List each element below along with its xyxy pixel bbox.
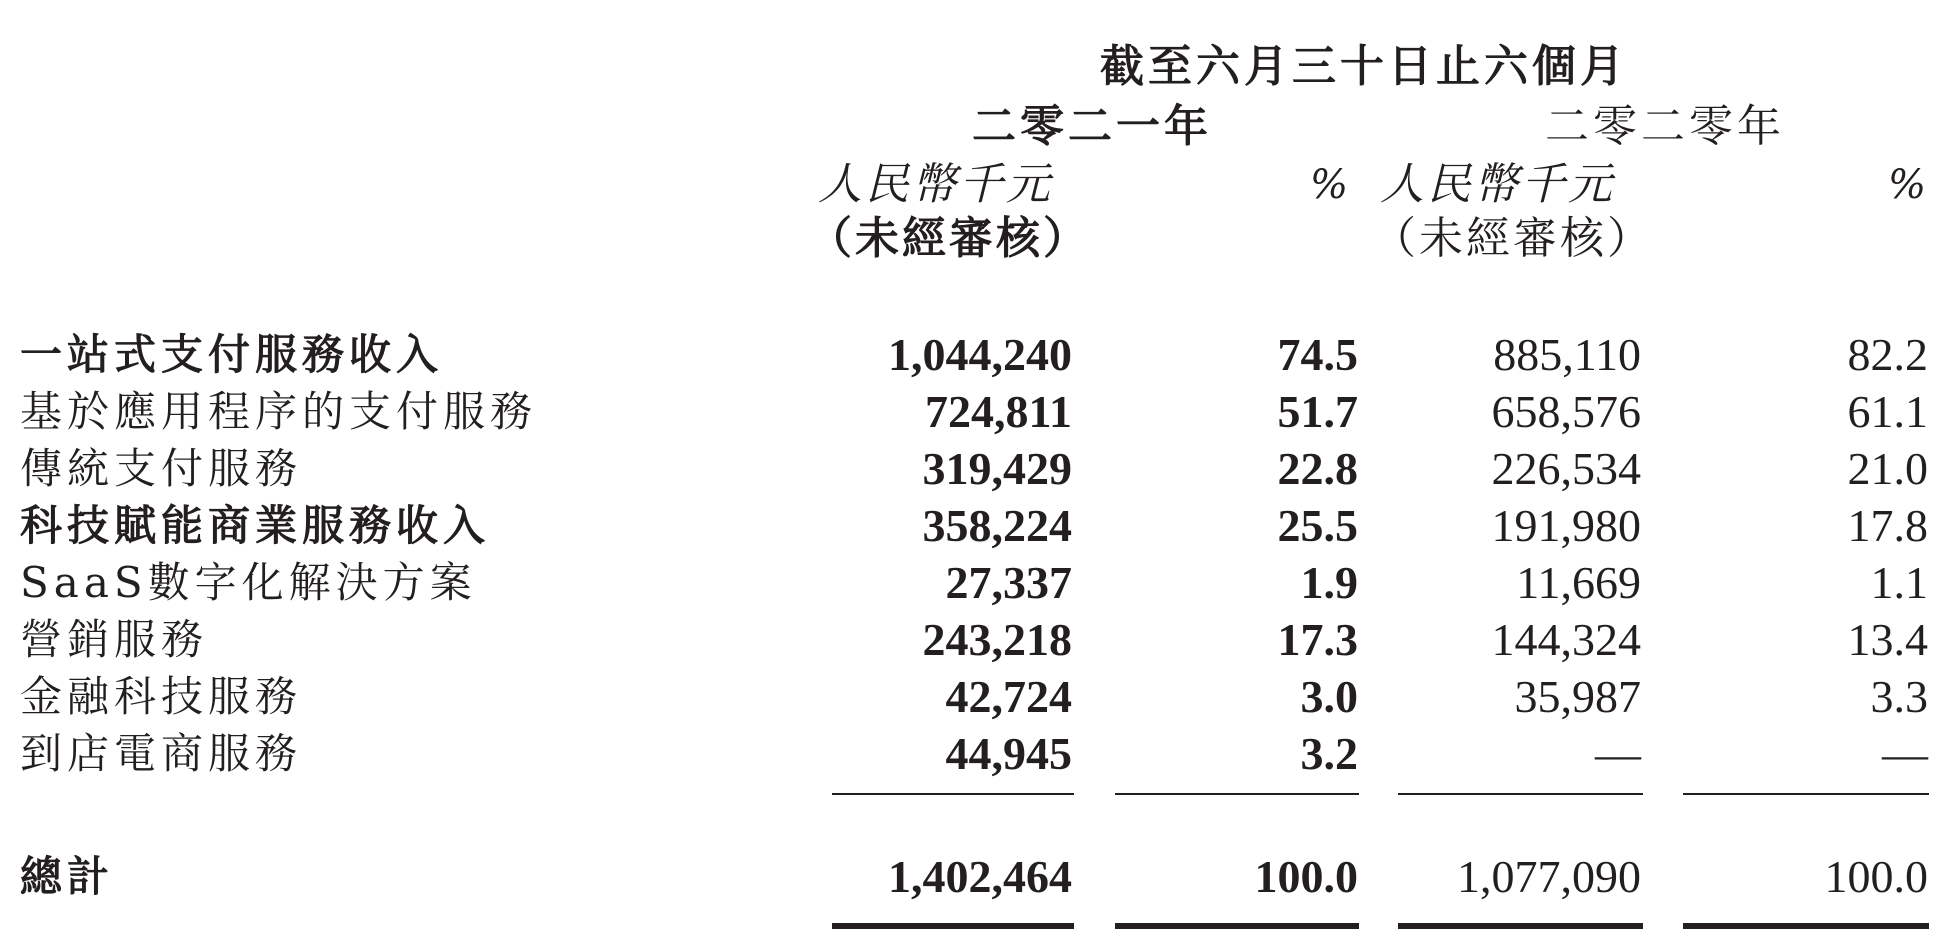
value-2020: 191,980 bbox=[1491, 500, 1641, 551]
year-2020-heading: 二零二零年 bbox=[1545, 101, 1785, 152]
total-rule bbox=[1398, 923, 1643, 929]
total-rule bbox=[1683, 923, 1929, 929]
percent-2021: 1.9 bbox=[1300, 557, 1358, 608]
total-rule bbox=[832, 923, 1074, 929]
value-2020: — bbox=[1595, 728, 1641, 779]
year-2021-heading: 二零二一年 bbox=[972, 101, 1212, 152]
total-label: 總計 bbox=[20, 852, 115, 901]
percent-2020: 21.0 bbox=[1847, 443, 1928, 494]
row-label: 傳統支付服務 bbox=[20, 444, 303, 493]
percent-2020: 17.8 bbox=[1847, 500, 1928, 551]
percent-2021: 25.5 bbox=[1277, 500, 1358, 551]
percent-2020: 3.3 bbox=[1870, 671, 1928, 722]
percent-label-2020: % bbox=[1888, 162, 1927, 208]
total-value-2021: 1,402,464 bbox=[888, 851, 1072, 902]
row-label: 金融科技服務 bbox=[20, 672, 303, 721]
value-2020: 11,669 bbox=[1516, 557, 1641, 608]
percent-2020: 1.1 bbox=[1870, 557, 1928, 608]
total-percent-2020: 100.0 bbox=[1824, 851, 1928, 902]
total-value-2020: 1,077,090 bbox=[1457, 851, 1641, 902]
row-label: 科技賦能商業服務收入 bbox=[20, 501, 491, 550]
subtotal-rule bbox=[1683, 793, 1929, 795]
percent-2020: 61.1 bbox=[1847, 386, 1928, 437]
audit-label-2021: （未經審核） bbox=[808, 213, 1090, 264]
percent-2020: — bbox=[1882, 728, 1928, 779]
value-2020: 226,534 bbox=[1491, 443, 1641, 494]
value-2021: 27,337 bbox=[945, 557, 1072, 608]
row-label: SaaS數字化解決方案 bbox=[20, 558, 477, 607]
percent-label-2021: % bbox=[1310, 162, 1349, 208]
value-2021: 358,224 bbox=[922, 500, 1072, 551]
percent-2021: 17.3 bbox=[1277, 614, 1358, 665]
row-label: 一站式支付服務收入 bbox=[20, 330, 444, 379]
value-2021: 319,429 bbox=[922, 443, 1072, 494]
subtotal-rule bbox=[1115, 793, 1359, 795]
unit-label-2020: 人民幣千元 bbox=[1380, 159, 1615, 210]
total-rule bbox=[1115, 923, 1359, 929]
value-2020: 658,576 bbox=[1491, 386, 1641, 437]
value-2020: 35,987 bbox=[1514, 671, 1641, 722]
row-label: 基於應用程序的支付服務 bbox=[20, 387, 538, 436]
percent-2020: 82.2 bbox=[1847, 329, 1928, 380]
percent-2021: 22.8 bbox=[1277, 443, 1358, 494]
value-2021: 44,945 bbox=[945, 728, 1072, 779]
value-2021: 724,811 bbox=[925, 386, 1072, 437]
percent-2020: 13.4 bbox=[1847, 614, 1928, 665]
audit-label-2020: （未經審核） bbox=[1372, 213, 1654, 264]
value-2021: 1,044,240 bbox=[888, 329, 1072, 380]
percent-2021: 51.7 bbox=[1277, 386, 1358, 437]
percent-2021: 3.0 bbox=[1300, 671, 1358, 722]
value-2020: 885,110 bbox=[1493, 329, 1641, 380]
total-percent-2021: 100.0 bbox=[1254, 851, 1358, 902]
value-2020: 144,324 bbox=[1491, 614, 1641, 665]
value-2021: 42,724 bbox=[945, 671, 1072, 722]
subtotal-rule bbox=[1398, 793, 1643, 795]
row-label: 營銷服務 bbox=[20, 615, 209, 664]
value-2021: 243,218 bbox=[922, 614, 1072, 665]
percent-2021: 74.5 bbox=[1277, 329, 1358, 380]
percent-2021: 3.2 bbox=[1300, 728, 1358, 779]
unit-label-2021: 人民幣千元 bbox=[818, 159, 1053, 210]
subtotal-rule bbox=[832, 793, 1074, 795]
period-heading: 截至六月三十日止六個月 bbox=[1100, 41, 1628, 92]
row-label: 到店電商服務 bbox=[20, 729, 303, 778]
